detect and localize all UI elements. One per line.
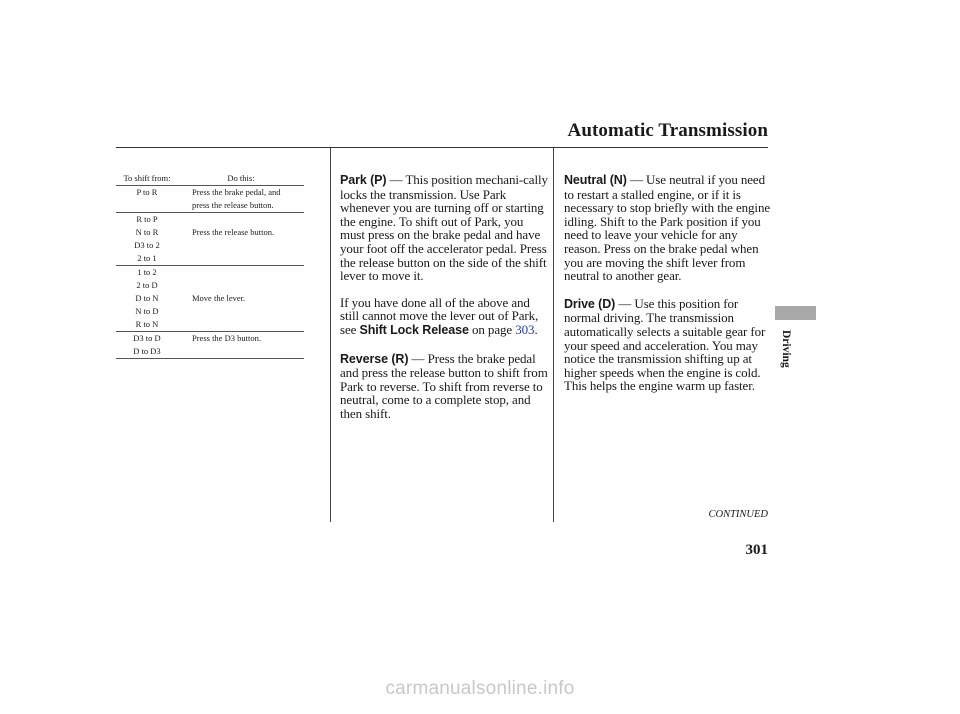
shift-from-item: R to N [135,319,159,329]
title-rule [116,147,768,148]
neutral-dash: — [629,172,643,187]
park-dash: — [389,172,403,187]
park-note [340,296,548,338]
neutral-drive-column [564,173,770,393]
shift-from-item: N to R [135,227,159,237]
shift-table-row [116,331,304,358]
shift-from-item: 1 to 2 [137,267,157,277]
neutral-section [564,173,770,283]
shift-action-text: press the release button. [192,200,274,210]
neutral-text: Use neutral if you need to restart a stalled engine, or if it is necessary to stop briefly with the engine idling. Shift to the Park position if you need to leave your vehicle for any reason. Press on the brake pedal when you are moving the shift lever from neutral to another gear. [564,172,771,284]
section-label: Driving [780,330,792,368]
shift-action-cell [178,266,304,331]
park-note-on-page: on page [471,321,513,337]
shift-from-cell [116,332,178,358]
column-divider-left [330,148,331,522]
shift-from-item: N to D [135,306,159,316]
park-note-end: . [534,321,538,337]
park-reverse-column [340,173,548,421]
shift-action-text: Press the D3 button. [192,333,261,343]
drive-dash: — [618,295,632,311]
shift-from-item: 2 to 1 [137,253,157,263]
drive-text: Use this position for normal driving. The transmission automatically selects a suitable gear for your speed and acceleration. You may notice the transmission shifting up at higher speeds when the engine is cold. This helps the engine warm up faster. [564,295,766,394]
reverse-heading: Reverse (R) [340,351,409,366]
shift-table-row [116,185,304,212]
park-note-text: If you have done all of the above and still cannot move the lever out of Park, see [340,294,539,337]
shift-from-cell [116,266,178,331]
shift-from-item: R to P [136,214,158,224]
shift-table-header-to: Do this: [227,173,255,183]
footer-watermark: carmanualsonline.info [385,678,575,699]
shift-from-cell [116,213,178,265]
shift-action-text: Press the brake pedal, and [192,187,281,197]
shift-table-row [116,212,304,265]
drive-section [564,297,770,393]
shift-from-item: 2 to D [136,280,158,290]
shift-action-cell [178,186,304,212]
park-text: This position mechani-cally locks the transmission. Use Park whenever you are turning off or starting the engine. To shift out of Park, you must press on the brake pedal and have your foot off the accelerator pedal. Press the release button on the side of the shift lever to move it. [340,172,548,284]
shift-table-header-from: To shift from: [123,173,171,183]
shift-from-cell [116,186,178,212]
shift-from-item: D to N [135,293,159,303]
reverse-section [340,352,548,421]
reverse-dash: — [411,350,425,366]
shift-table [116,172,304,359]
continued-label: CONTINUED [708,509,768,520]
shift-from-item: D3 to 2 [134,240,160,250]
shift-from-item: D to D3 [133,346,161,356]
shift-from-item: D3 to D [133,333,161,343]
shift-action-text: Press the release button. [192,227,275,237]
neutral-heading: Neutral (N) [564,173,627,187]
page-303-link[interactable]: 303 [515,321,535,337]
section-tab-marker [775,306,816,320]
shift-lock-release-ref: Shift Lock Release [359,322,469,337]
page-number: 301 [745,542,768,558]
shift-table-header [116,172,304,185]
shift-table-row [116,265,304,331]
shift-action-cell [178,332,304,358]
column-divider-right [553,148,554,522]
reverse-text: Press the brake pedal and press the release button to shift from Park to reverse. To shift from reverse to neutral, come to a complete stop, and then shift. [340,350,548,421]
shift-from-item: P to R [136,187,158,197]
drive-heading: Drive (D) [564,296,616,311]
park-heading: Park (P) [340,173,387,187]
park-section [340,173,548,283]
shift-action-text: Move the lever. [192,293,246,303]
shift-action-cell [178,213,304,265]
page-title: Automatic Transmission [567,120,768,141]
